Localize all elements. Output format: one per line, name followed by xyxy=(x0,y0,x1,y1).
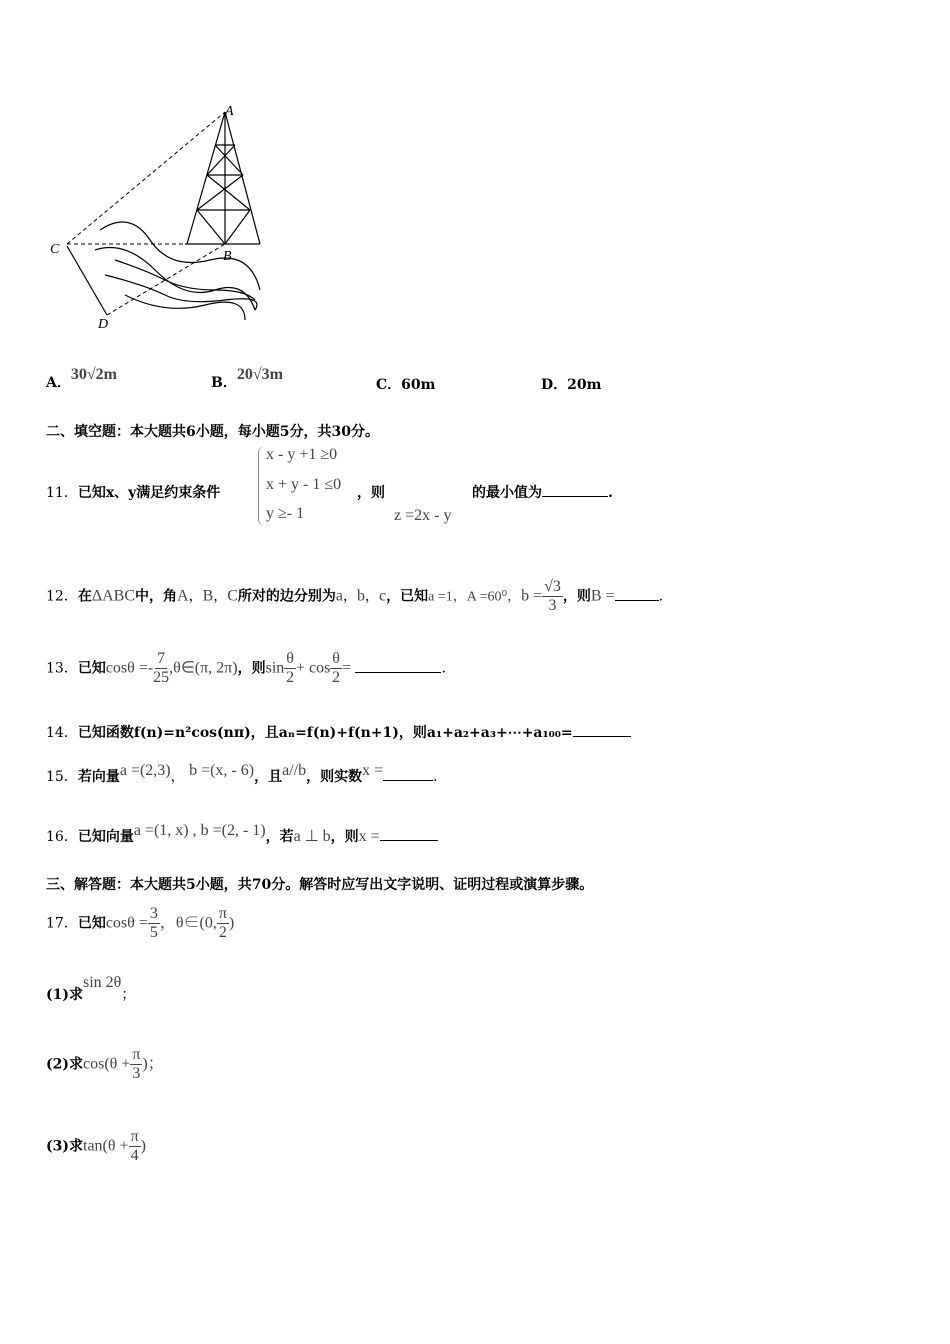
svg-text:B: B xyxy=(223,249,232,264)
option-a[interactable]: A．30√2m xyxy=(46,366,117,391)
question-15: 15．若向量a =(2,3)， b =(x, - 6)，且a//b，则实数x = . xyxy=(46,762,438,785)
question-17-part-1: (1)求sin 2θ； xyxy=(46,974,136,1003)
option-b[interactable]: B．20√3m xyxy=(211,366,283,391)
exam-page: A B C D A．30√2m B．20√3m C．60m D．20m 二、填空题：本大题共6小题，每小题5分，共30分。 11．已知x、y满足约束条件 x - y +1 ≥0 x + y - 1 ≤0 y ≥- 1 ，则 z =2x - y 的最小值为 . 12．在ΔABC中，角A，B，C所对的边分别为a，b，c，已知a =1，A =60⁰，b = $\frac{√3}{3}$ ，则B = . 13．已知cosθ =- $\frac{7}{25}$ ,θ∈(π, 2π)，则sin $\frac{\theta}{2}$ + cos $\frac{\theta}{2}$ = . 14．已知函数f(n)=n²cos(nπ)，且aₙ=f(n)+f(n+1)，则a₁+a₂+a₃+⋯+a₁₀₀= 15．若向量a =(2,3)， b =(x, - 6)，且a//b，则实数x = . 16．已知向量a =(1, x) , b =(2, - 1)，若a ⊥ b，则x = 三、解答题：本大题共5小题，共70分。解答时应写出文字说明、证明过程或演算步骤。 17．已知cosθ = $\frac{3}{5}$ ，θ∈(0, $\frac{\pi}{2}$ ) (1)求sin 2θ； (2)求cos(θ + $\frac{\pi}{3}$ )； (3)求tan(θ + $\frac{\pi}{4}$ ) xyxy=(0,0,950,1344)
option-d[interactable]: D．20m xyxy=(541,377,602,393)
svg-text:D: D xyxy=(98,317,109,332)
question-13: 13．已知cosθ =- $\frac{7}{25}$ ,θ∈(π, 2π)，则sin $\frac{\theta}{2}$ + cos $\frac{\theta}{2}$ = . xyxy=(46,650,446,686)
answer-blank[interactable] xyxy=(383,768,433,781)
svg-text:A: A xyxy=(225,104,234,119)
question-14: 14．已知函数f(n)=n²cos(nπ)，且aₙ=f(n)+f(n+1)，则a₁+a₂+a₃+⋯+a₁₀₀= xyxy=(46,722,631,742)
question-17: 17．已知cosθ = $\frac{3}{5}$ ，θ∈(0, $\frac{\pi}{2}$ ) xyxy=(46,905,235,941)
question-17-part-2: (2)求cos(θ + $\frac{\pi}{3}$ )； xyxy=(46,1046,164,1082)
answer-blank[interactable] xyxy=(380,828,438,841)
section-3-heading: 三、解答题：本大题共5小题，共70分。解答时应写出文字说明、证明过程或演算步骤。 xyxy=(46,877,594,893)
tower-figure xyxy=(45,100,275,340)
answer-blank[interactable] xyxy=(615,588,659,601)
section-2-heading: 二、填空题：本大题共6小题，每小题5分，共30分。 xyxy=(46,424,379,440)
question-17-part-3: (3)求tan(θ + $\frac{\pi}{4}$ ) xyxy=(46,1128,146,1164)
answer-blank[interactable] xyxy=(573,724,631,737)
answer-blank[interactable] xyxy=(542,484,608,497)
answer-blank[interactable] xyxy=(355,660,441,673)
svg-text:C: C xyxy=(50,242,60,257)
question-12: 12．在ΔABC中，角A，B，C所对的边分别为a，b，c，已知a =1，A =60⁰，b = $\frac{√3}{3}$ ，则B = . xyxy=(46,578,664,614)
option-c[interactable]: C．60m xyxy=(376,377,436,393)
question-16: 16．已知向量a =(1, x) , b =(2, - 1)，若a ⊥ b，则x = xyxy=(46,826,438,846)
